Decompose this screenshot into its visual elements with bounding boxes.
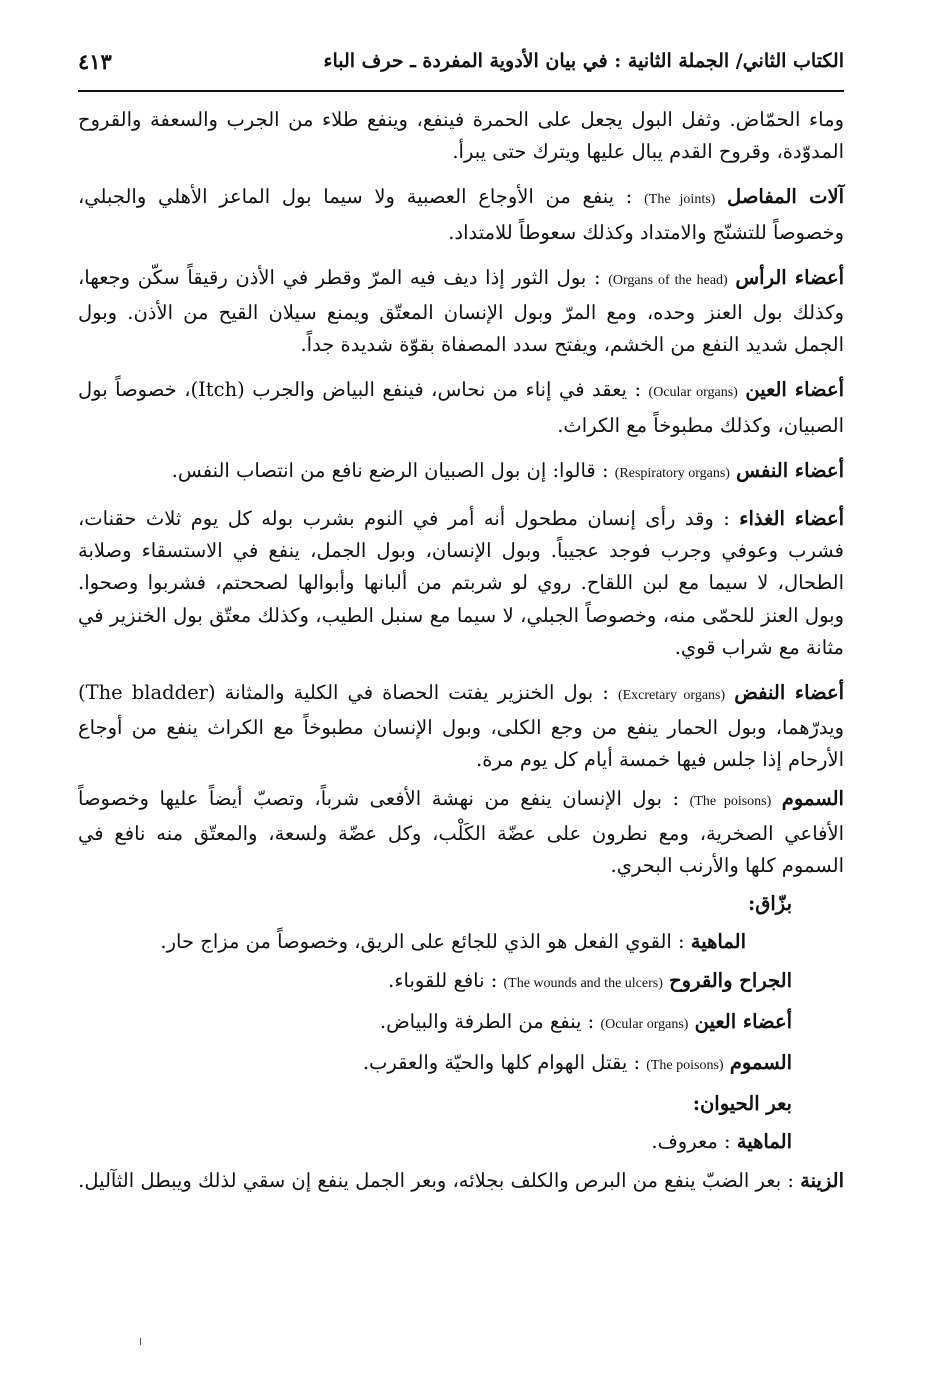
entry-english: (The poisons) bbox=[689, 793, 772, 809]
entry-english: (Excretary organs) bbox=[617, 688, 726, 704]
entry-text: : نافع للقوباء. bbox=[388, 968, 498, 992]
entry-text: : يعقد في إناء من نحاس، فينفع البياض والجرب (Itch)، خصوصاً بول الصبيان، وكذلك مطبوخاً مع الكراث. bbox=[78, 378, 844, 437]
entry-term: السموم bbox=[781, 786, 844, 810]
paragraph-eye bbox=[78, 374, 844, 441]
entry-term: آلات المفاصل bbox=[727, 185, 845, 209]
paragraph-joints bbox=[78, 181, 844, 248]
entry-text: : ينفع من الطرفة والبياض. bbox=[379, 1009, 595, 1033]
entry-term: السموم bbox=[729, 1051, 792, 1075]
entry-english: (The wounds and the ulcers) bbox=[503, 975, 663, 991]
entry-english: (Organs of the head) bbox=[608, 272, 728, 288]
entry-term: الماهية bbox=[690, 930, 746, 954]
entry-english: (Ocular organs) bbox=[648, 385, 738, 401]
entry-term: الزينة bbox=[800, 1168, 844, 1192]
entry-term: الماهية bbox=[736, 1130, 792, 1154]
buzaq-entry-wounds bbox=[78, 965, 844, 1000]
paragraph-urine-continued: وماء الحمّاض. وثفل البول يجعل على الحمرة فينفع، وينفع طلاء من الجرب والسعفة والقروح المدوّدة، وقروح القدم يبال عليها ويترك حتى يبرأ. bbox=[78, 108, 844, 164]
entry-text: : معروف. bbox=[651, 1130, 731, 1154]
entry-text: : بول الإنسان ينفع من نهشة الأفعى شرباً، وتصبّ أيضاً عليها وخصوصاً الأفاعي الصخرية، ومع نطرون على عضّة الكَلْب، وكل عضّة ولسعة، والمعتّق منه نافع في السموم كلها والأرنب البحري. bbox=[78, 786, 844, 878]
entry-term: أعضاء الغذاء bbox=[739, 507, 844, 531]
entry-text: : بعر الضبّ ينفع من البرص والكلف بجلائه، وبعر الجمل ينفع إن سقي لذلك ويبطل الثآليل. bbox=[78, 1168, 794, 1192]
header-rule bbox=[78, 90, 844, 92]
paragraph-poisons bbox=[78, 783, 844, 883]
paragraph-cosmetics bbox=[78, 1165, 844, 1197]
page-header bbox=[78, 40, 844, 82]
buzaq-entry-eye bbox=[78, 1006, 844, 1041]
paragraph-nutrition bbox=[78, 503, 844, 664]
entry-text: : القوي الفعل هو الذي للجائع على الريق، وخصوصاً من مزاج حار. bbox=[160, 930, 685, 954]
entry-term: أعضاء العين bbox=[745, 378, 844, 402]
entry-term: أعضاء النفض bbox=[734, 681, 844, 705]
entry-term: أعضاء النفس bbox=[736, 458, 844, 482]
paragraph-head bbox=[78, 262, 844, 362]
entry-text: : قالوا: إن بول الصبيان الرضع نافع من انتصاب النفس. bbox=[171, 458, 609, 482]
entry-term: أعضاء العين bbox=[694, 1009, 792, 1033]
entry-term: أعضاء الرأس bbox=[735, 265, 844, 289]
paragraph-excretory bbox=[78, 677, 844, 777]
heading-animal-dung: بعر الحيوان: bbox=[692, 1092, 792, 1116]
entry-text: : يقتل الهوام كلها والحيّة والعقرب. bbox=[362, 1051, 641, 1075]
entry-english: (The joints) bbox=[644, 192, 716, 208]
entry-english: (Ocular organs) bbox=[600, 1016, 689, 1032]
buzaq-entry-poisons bbox=[78, 1047, 844, 1082]
dung-entry-quiddity bbox=[78, 1126, 844, 1158]
page-body bbox=[78, 104, 844, 1197]
entry-english: (The poisons) bbox=[646, 1058, 724, 1074]
page-number: ٤١٣ bbox=[78, 48, 112, 74]
buzaq-entry-quiddity bbox=[78, 926, 844, 958]
paragraph-respiratory bbox=[78, 455, 844, 490]
stray-mark bbox=[140, 1338, 141, 1345]
running-title: الكتاب الثاني/ الجملة الثانية : في بيان الأدوية المفردة ـ حرف الباء bbox=[323, 50, 844, 72]
heading-buzaq: بزّاق: bbox=[748, 892, 792, 916]
entry-english: (Respiratory organs) bbox=[614, 465, 730, 481]
entry-text: : بول الثور إذا ديف فيه المرّ وقطر في الأذن رقيقاً سكّن وجعها، وكذلك بول العنز وحده، ومع المرّ وبول الإنسان المعتّق ويمنع سيلان القيح من الأذن. وبول الجمل شديد النفع من الخشم، ويفتح سدد المصفاة بقوّة شديدة جداً. bbox=[78, 265, 844, 357]
entry-text: : بول الخنزير يفتت الحصاة في الكلية والمثانة (The bladder) ويدرّهما، وبول الحمار ينفع من وجع الكلى، وبول الإنسان مطبوخاً مع الكراث ينفع من أوجاع الأرحام إذا جلس فيها خمسة أيام كل يوم مرة. bbox=[78, 681, 844, 772]
entry-text: : ينفع من الأوجاع العصبية ولا سيما بول الماعز الأهلي والجبلي، وخصوصاً للتشنّج والامتداد وكذلك سعوطاً للامتداد. bbox=[78, 185, 844, 244]
entry-text: : وقد رأى إنسان مطحول أنه أمر في النوم بشرب بوله كل يوم ثلاث حقنات، فشرب وعوفي وجرب فوجد عجيباً. وبول الإنسان، وبول الجمل، ينفع في الاستسقاء وصلابة الطحال، لا سيما مع لبن اللقاح. روي لو شربتم من ألبانها وأبوالها لصححتم، فشربوا وصحوا. وبول العنز للحمّى منه، وخصوصاً الجبلي، لا سيما مع سنبل الطيب، وكذلك معتّق بول الخنزير في مثانة مع شراب قوي. bbox=[78, 507, 844, 659]
entry-term: الجراح والقروح bbox=[669, 968, 792, 992]
